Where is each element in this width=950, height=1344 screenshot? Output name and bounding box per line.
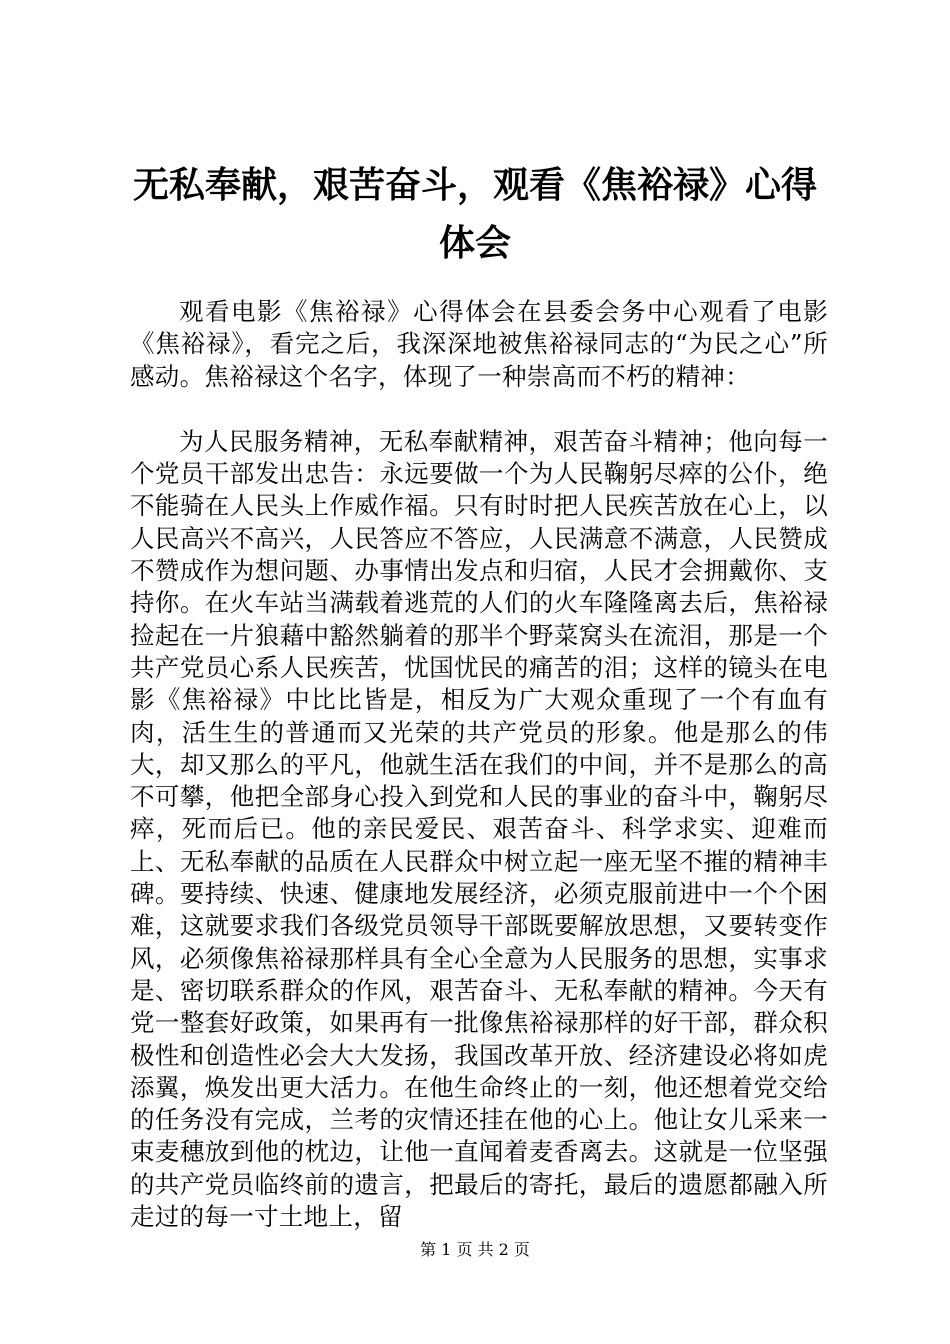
paragraph-2: 为人民服务精神，无私奉献精神，艰苦奋斗精神；他向每一个党员干部发出忠告：永远要做一个为人民鞠躬尽瘁的公仆，绝不能骑在人民头上作威作福。只有时时把人民疾苦放在心上，以人民高兴不高兴，人民答应不答应，人民满意不满意，人民赞成不赞成作为想问题、办事情出发点和归宿，人民才会拥戴你、支持你。在火车站当满载着逃荒的人们的火车隆隆离去后，焦裕禄捡起在一片狼藉中豁然躺着的那半个野菜窝头在流泪，那是一个共产党员心系人民疾苦，忧国忧民的痛苦的泪；这样的镜头在电影《焦裕禄》中比比皆是，相反为广大观众重现了一个有血有肉，活生生的普通而又光荣的共产党员的形象。他是那么的伟大，却又那么的平凡，他就生活在我们的中间，并不是那么的高不可攀，他把全部身心投入到党和人民的事业的奋斗中，鞠躬尽瘁，死而后已。他的亲民爱民、艰苦奋斗、科学求实、迎难而上、无私奉献的品质在人民群众中树立起一座无坚不摧的精神丰碑。要持续、快速、健康地发展经济，必须克服前进中一个个困难，这就要求我们各级党员领导干部既要解放思想，又要转变作风，必须像焦裕禄那样具有全心全意为人民服务的思想，实事求是、密切联系群众的作风，艰苦奋斗、无私奉献的精神。今天有党一整套好政策，如果再有一批像焦裕禄那样的好干部，群众积极性和创造性必会大大发扬，我国改革开放、经济建设必将如虎添翼，焕发出更大活力。在他生命终止的一刻，他还想着党交给的任务没有完成，兰考的灾情还挂在他的心上。他让女儿采来一束麦穗放到他的枕边，让他一直闻着麦香离去。这就是一位坚强的共产党员临终前的遗言，把最后的寄托，最后的遗愿都融入所走过的每一寸土地上，留: [130, 426, 828, 1232]
page-footer: 第 1 页 共 2 页: [420, 1240, 530, 1259]
document-title: 无私奉献，艰苦奋斗，观看《焦裕禄》心得体会: [132, 164, 817, 264]
paragraph-1: 观看电影《焦裕禄》心得体会在县委会务中心观看了电影《焦裕禄》，看完之后，我深深地被焦裕禄同志的“为民之心”所感动。焦裕禄这个名字，体现了一种崇高而不朽的精神：: [130, 297, 828, 391]
document-body: [130, 296, 828, 1233]
